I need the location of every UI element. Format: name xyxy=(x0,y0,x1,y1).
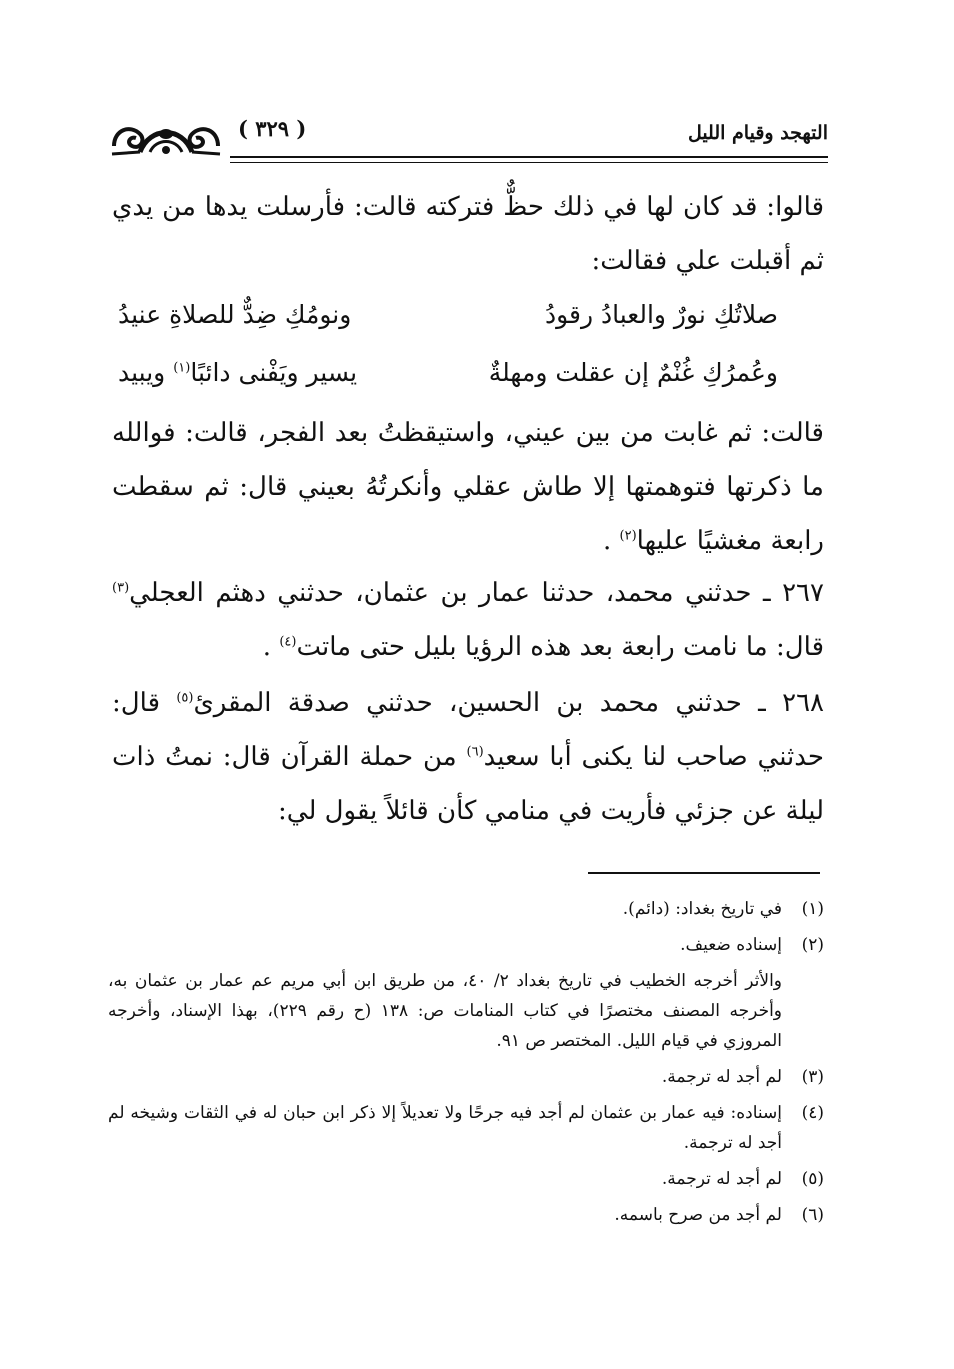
footnote-ref-2: (٢) xyxy=(619,528,637,544)
ornament-icon xyxy=(110,116,222,162)
footnotes xyxy=(108,894,824,1236)
footnote-text: لم أجد من صرح باسمه. xyxy=(614,1205,782,1225)
footnote-text: لم أجد له ترجمة. xyxy=(661,1169,782,1189)
footnote-ref-4: (٤) xyxy=(279,634,297,650)
footnote xyxy=(108,930,824,960)
footnote-number: (١) xyxy=(801,899,824,919)
paragraph-267: ٢٦٧ ـ حدثني محمد، حدثنا عمار بن عثمان، حدثني دهثم العجلي$^{(٣)}$ قال: ما نامت رابعة بعد هذه الرؤيا بليل حتى ماتت$^{(٤)}$ . xyxy=(112,578,824,662)
footnote-number: (٦) xyxy=(801,1205,824,1225)
footnote-text: لم أجد له ترجمة. xyxy=(661,1067,782,1087)
footnote xyxy=(108,1098,824,1158)
paragraph-1: قالوا: قد كان لها في ذلك حظٌّ فتركته قالت: فأرسلت يدها من يدي ثم أقبلت علي فقالت: xyxy=(112,192,824,276)
verse-2-second-hemistich: يسير ويَفْنى دائبًا$^{(١)}$ ويبيد xyxy=(118,358,358,387)
verse-1-first-hemistich: صلاتُكِ نورٌ والعبادُ رقودُ xyxy=(544,300,778,329)
paragraph-268: ٢٦٨ ـ حدثني محمد بن الحسين، حدثني صدقة المقرئ$^{(٥)}$ قال: حدثني صاحب لنا يكنى أبا سعيد$^{(٦)}$ من حملة القرآن قال: نمتُ ذات ليلة عن جزئي فأريت في منامي كأن قائلاً يقول لي: xyxy=(112,688,825,826)
footnote-continuation: والأثر أخرجه الخطيب في تاريخ بغداد ٢/ ٤٠، من طريق ابن أبي مريم عم عمار بن عثمان به، وأخرجه المصنف مختصرًا في كتاب المنامات ص: ١٣٨ (ح رقم ٢٢٩)، بهذا الإسناد، وأخرجه المروزي في قيام الليل. المختصر ص ٩١. xyxy=(108,971,783,1051)
footnote xyxy=(108,1200,824,1230)
verse-line-2 xyxy=(118,358,778,398)
header-rule xyxy=(230,156,828,158)
footnote-ref-5: (٥) xyxy=(176,690,194,706)
footnote xyxy=(108,1062,824,1092)
footnote-ref-6: (٦) xyxy=(466,744,484,760)
footnote-ref-1: (١) xyxy=(173,360,191,376)
footnote xyxy=(108,894,824,924)
page-number: ( ٣٢٩ ) xyxy=(238,116,307,141)
paragraph-2: قالت: ثم غابت من بين عيني، واستيقظتُ بعد الفجر، قالت: فوالله ما ذكرتها فتوهمتها إلا طاش عقلي وأنكرتُهُ بعيني قال: ثم سقطت رابعة مغشيًا عليها$^{(٢)}$ . xyxy=(112,418,824,556)
footnote-divider xyxy=(588,872,820,874)
header-rule-thin xyxy=(230,162,828,163)
verse-2-first-hemistich: وعُمرُكِ غُنْمٌ إن عقلت ومهلةٌ xyxy=(488,358,778,387)
footnote-number: (٥) xyxy=(801,1169,824,1189)
footnote-number: (٣) xyxy=(801,1067,824,1087)
footnote-text: إسناده ضعيف. xyxy=(680,935,782,955)
footnote xyxy=(108,1164,824,1194)
page-header xyxy=(110,108,828,168)
footnote-ref-3: (٣) xyxy=(112,580,130,596)
verse-1-second-hemistich: ونومُكِ ضِدٌّ للصلاةِ عنيدُ xyxy=(118,300,352,329)
footnote-text: في تاريخ بغداد: (دائم). xyxy=(622,899,782,919)
footnote-number: (٢) xyxy=(801,935,824,955)
footnote-number: (٤) xyxy=(801,1103,824,1123)
running-title: التهجد وقيام الليل xyxy=(687,122,828,144)
footnote-text: إسناده: فيه عمار بن عثمان لم أجد فيه جرحًا ولا تعديلاً إلا ذكر ابن حبان له في الثقات وشيخه لم أجد له ترجمة. xyxy=(108,1103,782,1153)
verse-line-1 xyxy=(118,300,778,340)
